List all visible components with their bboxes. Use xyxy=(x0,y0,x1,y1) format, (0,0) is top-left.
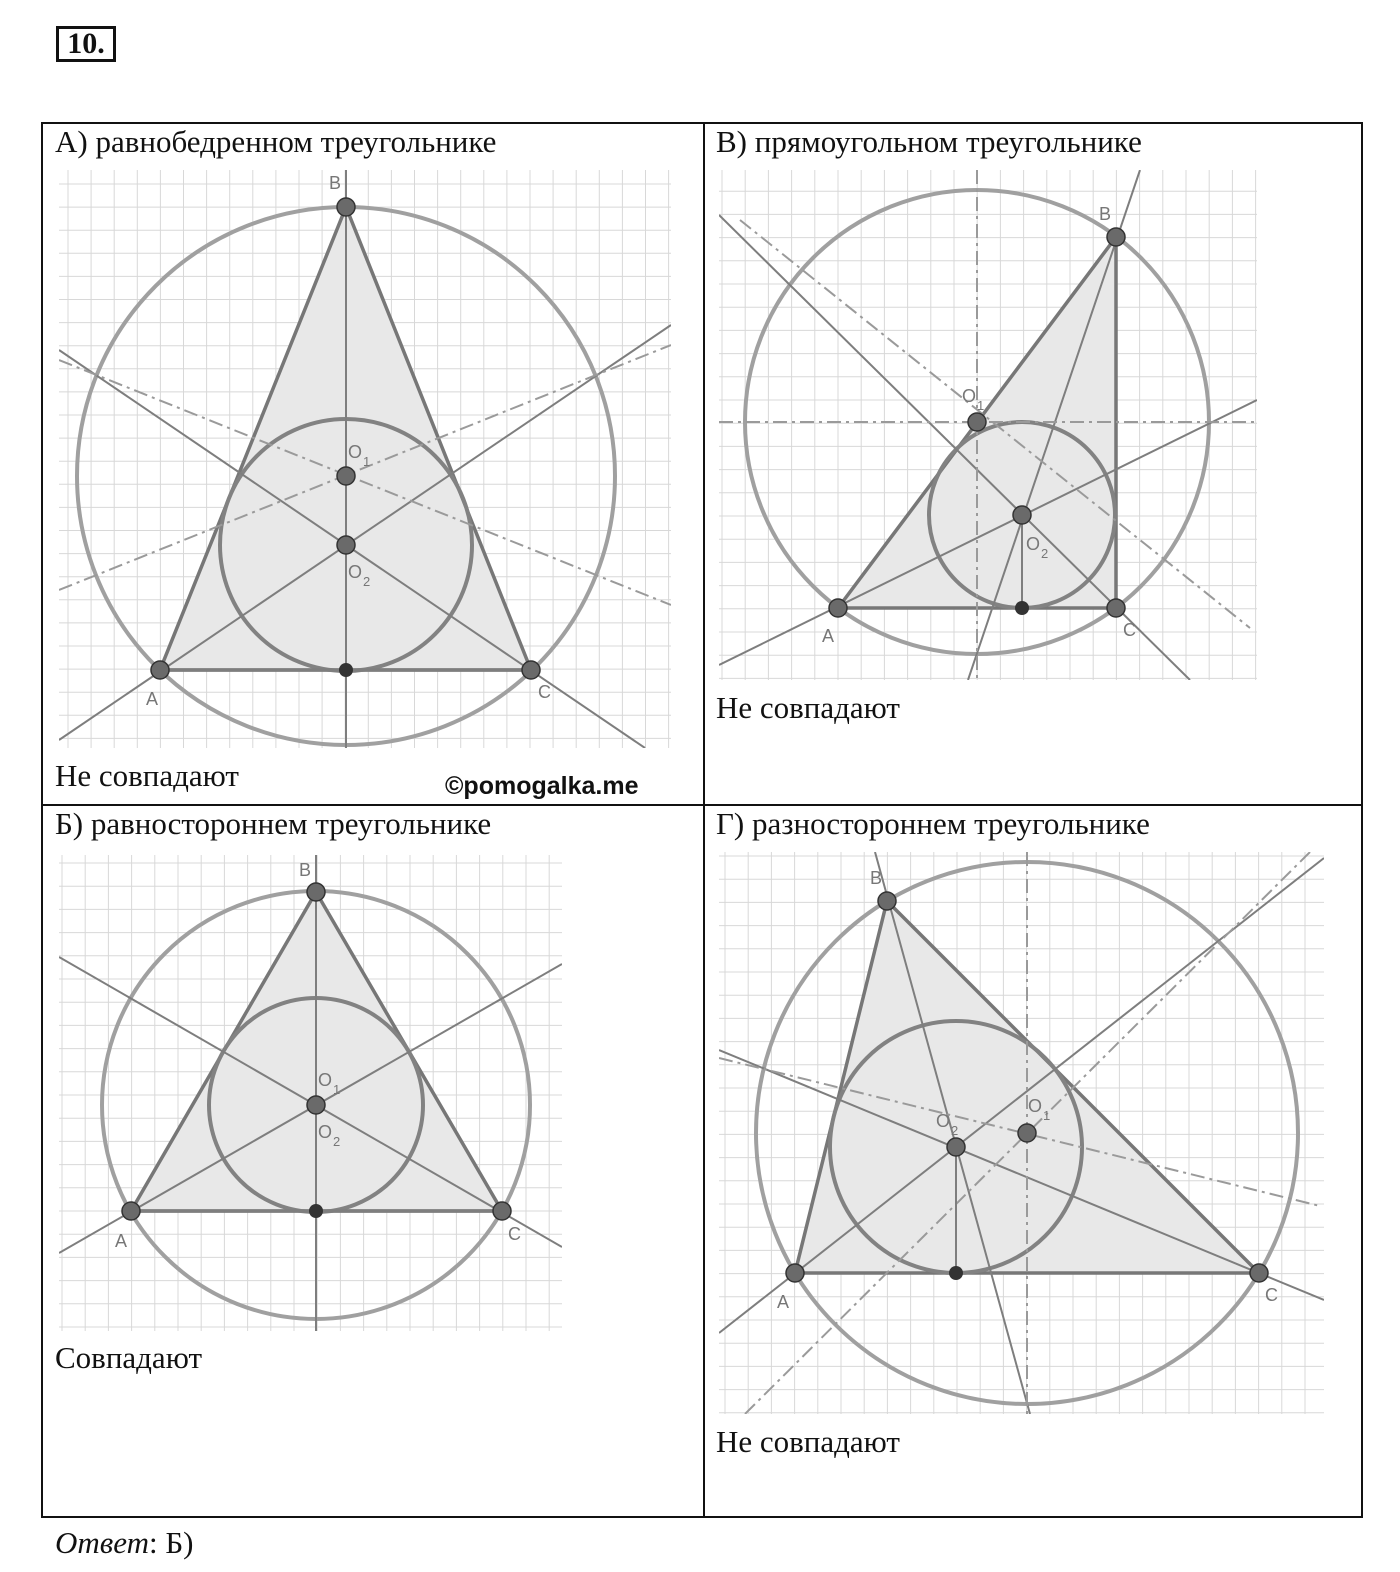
diagram-equilateral xyxy=(59,855,562,1331)
label-o1-sub: 1 xyxy=(333,1082,341,1097)
vertex-c xyxy=(522,661,540,679)
tangent-point xyxy=(1015,601,1029,615)
point-o1 xyxy=(968,413,986,431)
point-o2 xyxy=(337,536,355,554)
label-c: C xyxy=(1123,620,1136,640)
label-a: A xyxy=(777,1292,790,1312)
point-o2 xyxy=(947,1138,965,1156)
label-o1: O xyxy=(318,1070,333,1090)
label-o2-sub: 2 xyxy=(363,574,371,589)
vertex-c xyxy=(1250,1264,1268,1282)
answer-label: Ответ xyxy=(55,1525,149,1560)
point-o1 xyxy=(337,467,355,485)
label-a: A xyxy=(146,689,159,709)
label-b: B xyxy=(329,173,342,193)
label-c: C xyxy=(538,682,551,702)
tangent-point xyxy=(309,1204,323,1218)
label-o2-sub: 2 xyxy=(951,1123,959,1138)
vertex-a xyxy=(786,1264,804,1282)
panel-c-result: Совпадают xyxy=(55,1340,202,1375)
label-o1: O xyxy=(962,386,977,406)
label-o2-sub: 2 xyxy=(333,1134,341,1149)
vertex-b xyxy=(878,892,896,910)
label-o1-sub: 1 xyxy=(1043,1108,1051,1123)
panel-b-result: Не совпадают xyxy=(716,690,900,725)
label-o1-sub: 1 xyxy=(363,454,371,469)
label-c: C xyxy=(1265,1285,1278,1305)
vertex-a xyxy=(122,1202,140,1220)
label-o2: O xyxy=(348,562,363,582)
panel-b-title: В) прямоугольном треугольнике xyxy=(716,124,1142,159)
answer xyxy=(55,1525,193,1561)
point-o1-o2 xyxy=(307,1096,325,1114)
point-o2 xyxy=(1013,506,1031,524)
panel-a-result: Не совпадают xyxy=(55,758,239,793)
watermark: ©pomogalka.me xyxy=(445,772,639,800)
diagram-scalene xyxy=(719,852,1324,1414)
label-c: C xyxy=(508,1224,521,1244)
label-a: A xyxy=(822,626,835,646)
answer-value: : Б) xyxy=(148,1525,194,1560)
label-o2-sub: 2 xyxy=(1041,546,1049,561)
label-o2: O xyxy=(318,1122,333,1142)
label-b: B xyxy=(299,860,312,880)
vertex-c xyxy=(1107,599,1125,617)
task-number: 10. xyxy=(56,26,116,62)
tangent-point xyxy=(339,663,353,677)
vertex-a xyxy=(151,661,169,679)
label-o1: O xyxy=(1028,1096,1043,1116)
label-b: B xyxy=(1099,204,1112,224)
vertex-c xyxy=(493,1202,511,1220)
tangent-point xyxy=(949,1266,963,1280)
point-o1 xyxy=(1018,1124,1036,1142)
panel-d-result: Не совпадают xyxy=(716,1424,900,1459)
vertex-b xyxy=(1107,228,1125,246)
label-o1-sub: 1 xyxy=(977,398,985,413)
vertex-b xyxy=(337,198,355,216)
label-b: B xyxy=(870,868,883,888)
table-divider-vertical xyxy=(703,124,705,1516)
diagram-right xyxy=(719,170,1257,680)
panel-a-title: А) равнобедренном треугольнике xyxy=(55,124,497,159)
vertex-b xyxy=(307,883,325,901)
panel-c-title: Б) равностороннем треугольнике xyxy=(55,806,492,841)
vertex-a xyxy=(829,599,847,617)
panel-d-title: Г) разностороннем треугольнике xyxy=(716,806,1150,841)
label-o2: O xyxy=(1026,534,1041,554)
label-o1: O xyxy=(348,442,363,462)
label-o2: O xyxy=(936,1111,951,1131)
label-a: A xyxy=(115,1231,128,1251)
diagram-isosceles xyxy=(59,170,671,748)
